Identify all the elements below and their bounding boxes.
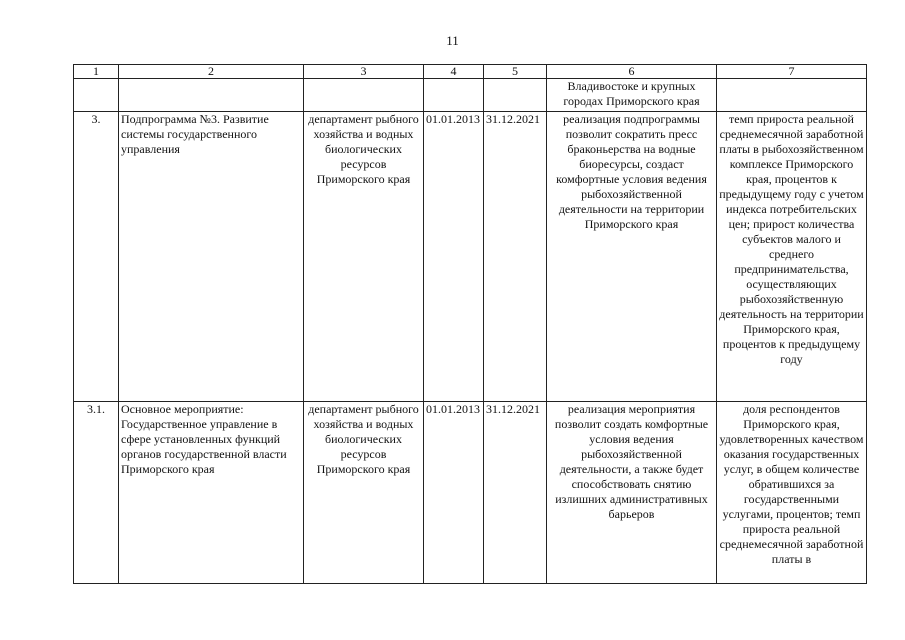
cont-cell-result: Владивостоке и крупных городах Приморского края	[547, 79, 717, 112]
row-number: 3.	[74, 112, 119, 402]
row-executor: департамент рыбного хозяйства и водных биологических ресурсов Приморского края	[304, 402, 424, 584]
row-end-date: 31.12.2021	[484, 112, 547, 402]
header-cell-2: 2	[119, 65, 304, 79]
continuation-row	[74, 79, 867, 112]
header-cell-5: 5	[484, 65, 547, 79]
cont-cell-3	[304, 79, 424, 112]
cont-cell-4	[424, 79, 484, 112]
row-result: реализация подпрограммы позволит сократить пресс браконьерства на водные биоресурсы, создаст комфортные условия ведения рыбохозяйственной деятельности на территории Приморского края	[547, 112, 717, 402]
row-start-date: 01.01.2013	[424, 402, 484, 584]
header-cell-4: 4	[424, 65, 484, 79]
row-executor: департамент рыбного хозяйства и водных биологических ресурсов Приморского края	[304, 112, 424, 402]
row-start-date: 01.01.2013	[424, 112, 484, 402]
cont-cell-5	[484, 79, 547, 112]
program-table	[73, 64, 867, 584]
header-cell-1: 1	[74, 65, 119, 79]
row-name: Основное мероприятие: Государственное управление в сфере установленных функций органов государственной власти Приморского края	[119, 402, 304, 584]
row-indicator: доля респондентов Приморского края, удовлетворенных качеством оказания государственных услуг, в общем количестве обратившихся за государственными услугами, процентов; темп прироста реальной среднемесячной заработной платы в	[717, 402, 867, 584]
row-name: Подпрограмма №3. Развитие системы государственного управления	[119, 112, 304, 402]
table-row	[74, 112, 867, 402]
cont-cell-1	[74, 79, 119, 112]
row-end-date: 31.12.2021	[484, 402, 547, 584]
header-row	[74, 65, 867, 79]
cont-cell-7	[717, 79, 867, 112]
page-number: 11	[446, 33, 459, 48]
header-cell-6: 6	[547, 65, 717, 79]
row-result: реализация мероприятия позволит создать комфортные условия ведения рыбохозяйственной деятельности, а также будет способствовать снятию излишних административных барьеров	[547, 402, 717, 584]
cont-cell-2	[119, 79, 304, 112]
table-row	[74, 402, 867, 584]
header-cell-3: 3	[304, 65, 424, 79]
row-number: 3.1.	[74, 402, 119, 584]
row-indicator: темп прироста реальной среднемесячной заработной платы в рыбохозяйственном комплексе Приморского края, процентов к предыдущему году с учетом индекса потребительских цен; прирост количества субъектов малого и среднего предпринимательства, осуществляющих рыбохозяйственную деятельность на территории Приморского края, процентов к предыдущему году	[717, 112, 867, 402]
header-cell-7: 7	[717, 65, 867, 79]
